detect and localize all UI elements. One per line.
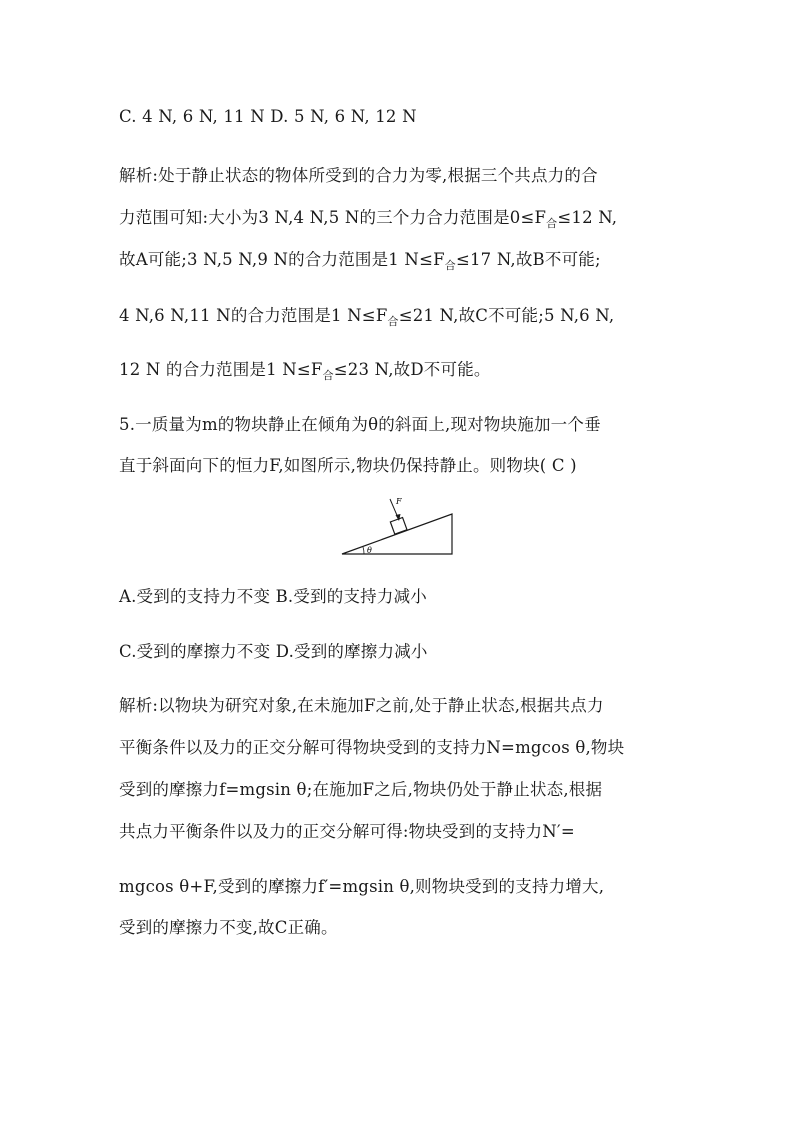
q5-stem-line-2: 直于斜面向下的恒力F,如图所示,物块仍保持静止。则物块( C ) bbox=[119, 456, 577, 475]
q4-analysis-line-4: 4 N,6 N,11 N的合力范围是1 $N\le F_合\le 21$ N,故C不可能;5 N,6 N, bbox=[119, 306, 615, 328]
force-label: F bbox=[396, 497, 402, 506]
q5-analysis-line-1: 解析:以物块为研究对象,在未施加F之前,处于静止状态,根据共点力 bbox=[119, 696, 604, 715]
angle-arc bbox=[363, 547, 364, 554]
q4-analysis-line-2: 力范围可知:大小为3 N,4 N,5 N的三个力合力范围是$0\le F_合\le 12$ N, bbox=[119, 208, 618, 230]
q5-stem-line-1: 5.一质量为m的物块静止在倾角为θ的斜面上,现对物块施加一个垂 bbox=[119, 415, 601, 434]
q5-options-ab: A.受到的支持力不变 B.受到的支持力减小 bbox=[119, 587, 427, 606]
q4-analysis-line-5: 12 N 的合力范围是1 $N\le F_合\le 23$ N,故D不可能。 bbox=[119, 360, 491, 382]
q5-analysis-line-4: 共点力平衡条件以及力的正交分解可得:物块受到的支持力N′= bbox=[119, 822, 575, 841]
q5-analysis-line-5: mgcos θ+F,受到的摩擦力f′=mgsin θ,则物块受到的支持力增大, bbox=[119, 877, 605, 896]
angle-label: θ bbox=[367, 546, 372, 555]
incline-figure bbox=[338, 494, 458, 558]
q4-analysis-line-1: 解析:处于静止状态的物体所受到的合力为零,根据三个共点力的合 bbox=[119, 166, 598, 185]
q5-analysis-line-6: 受到的摩擦力不变,故C正确。 bbox=[119, 918, 338, 937]
q5-analysis-line-3: 受到的摩擦力f=mgsin θ;在施加F之后,物块仍处于静止状态,根据 bbox=[119, 780, 603, 799]
q4-analysis-line-3: 故A可能;3 N,5 N,9 N的合力范围是1 $N\le F_合\le 17$ N,故B不可能; bbox=[119, 250, 601, 272]
q5-analysis-line-2: 平衡条件以及力的正交分解可得物块受到的支持力N=mgcos θ,物块 bbox=[119, 738, 625, 757]
q4-options-cd: C. 4 N, 6 N, 11 N D. 5 N, 6 N, 12 N bbox=[119, 107, 417, 126]
q5-options-cd: C.受到的摩擦力不变 D.受到的摩擦力减小 bbox=[119, 642, 428, 661]
